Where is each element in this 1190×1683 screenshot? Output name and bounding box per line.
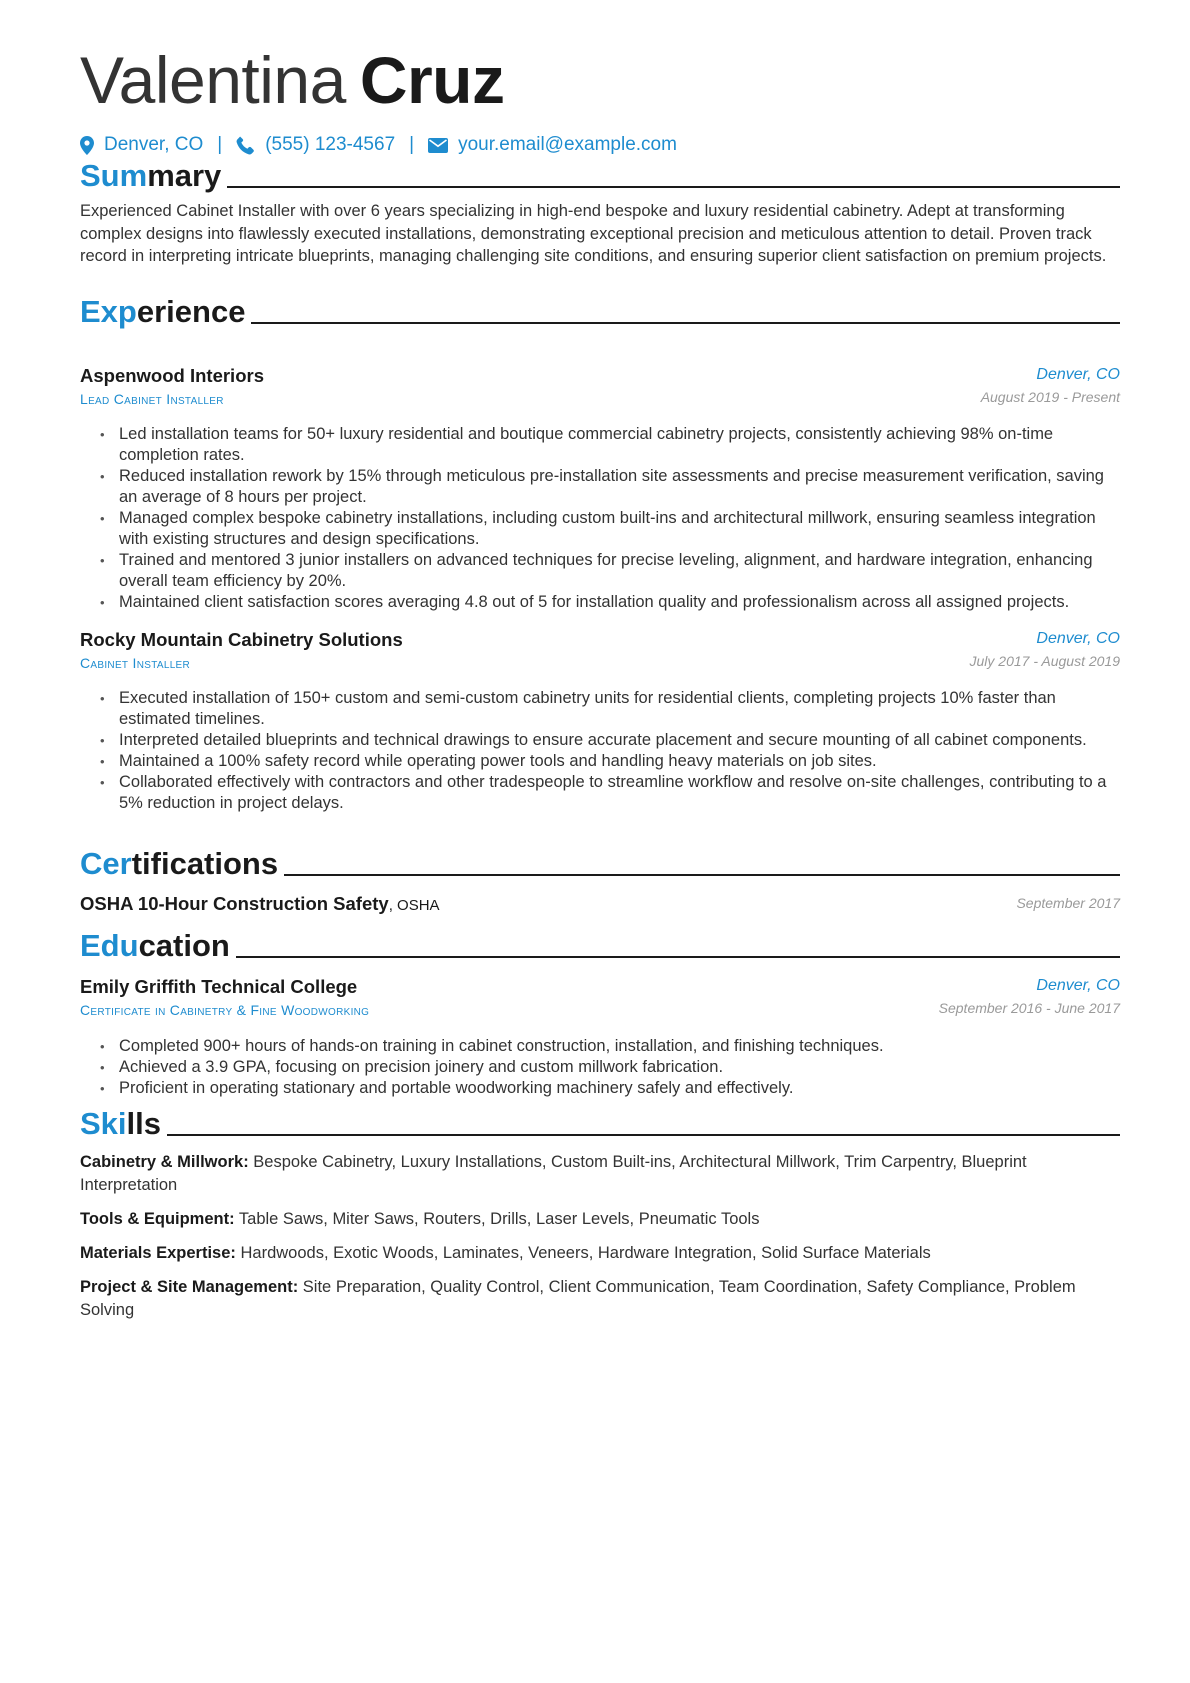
job-location: Denver, CO	[1036, 630, 1120, 647]
contact-line	[80, 134, 677, 156]
email-link[interactable]: your.email@example.com	[458, 134, 677, 155]
list-item: • Achieved a 3.9 GPA, focusing on precision joinery and custom millwork fabrication.	[100, 1057, 1120, 1078]
education-heading: Education	[80, 924, 1120, 964]
job-bullets	[100, 688, 1120, 814]
phone-icon	[236, 136, 255, 155]
education-bullets	[100, 1036, 1120, 1099]
school-location: Denver, CO	[1036, 977, 1120, 994]
email-item[interactable]	[428, 134, 677, 156]
experience-heading: Experience	[80, 290, 1120, 330]
degree-title: Certificate in Cabinetry & Fine Woodworking	[80, 1002, 370, 1018]
certification-name: OSHA 10-Hour Construction Safety	[80, 893, 389, 914]
list-item: • Managed complex bespoke cabinetry installations, including custom built-ins and architectural millwork, ensuring seamless integration with existing structures and design specifications.	[100, 508, 1120, 550]
skill-values: Table Saws, Miter Saws, Routers, Drills, Laser Levels, Pneumatic Tools	[234, 1210, 760, 1228]
skills-heading: Skills	[80, 1102, 1120, 1142]
list-item: • Reduced installation rework by 15% through meticulous pre-installation site assessments and precise measurement verification, saving an average of 8 hours per project.	[100, 466, 1120, 508]
section-rule	[284, 874, 1120, 876]
skill-row	[80, 1151, 1120, 1196]
job-location: Denver, CO	[1036, 366, 1120, 383]
certification-date: September 2017	[1016, 895, 1120, 911]
school-name: Emily Griffith Technical College	[80, 976, 358, 997]
job-title: Lead Cabinet Installer	[80, 391, 224, 407]
job-dates: July 2017 - August 2019	[969, 653, 1120, 669]
section-rule	[227, 186, 1120, 188]
skill-label: Tools & Equipment:	[80, 1210, 235, 1228]
first-name: Valentina	[80, 43, 346, 117]
phone-item[interactable]	[236, 134, 395, 156]
phone-text[interactable]: (555) 123-4567	[265, 134, 396, 155]
skill-values: Hardwoods, Exotic Woods, Laminates, Veneers, Hardware Integration, Solid Surface Materials	[235, 1244, 931, 1262]
location-item	[80, 134, 203, 156]
skill-row	[80, 1276, 1120, 1321]
section-rule	[251, 322, 1120, 324]
job-entry-header	[80, 365, 1120, 407]
skill-values: Bespoke Cabinetry, Luxury Installations, Custom Built-ins, Architectural Millwork, Trim Carpentry, Blueprint Interpretation	[80, 1153, 1027, 1194]
education-entry-header	[80, 976, 1120, 1018]
certifications-heading: Certifications	[80, 842, 1120, 882]
skill-label: Project & Site Management:	[80, 1278, 299, 1296]
company-name: Rocky Mountain Cabinetry Solutions	[80, 629, 403, 650]
summary-heading: Summary	[80, 154, 1120, 194]
contact-separator: |	[217, 134, 223, 155]
skill-row	[80, 1242, 1120, 1265]
list-item: • Maintained a 100% safety record while operating power tools and handling heavy materials on job sites.	[100, 751, 1120, 772]
certification-item	[80, 893, 1120, 915]
skill-label: Cabinetry & Millwork:	[80, 1153, 249, 1171]
list-item: • Led installation teams for 50+ luxury residential and boutique commercial cabinetry projects, consistently achieving 98% on-time completion rates.	[100, 424, 1120, 466]
company-name: Aspenwood Interiors	[80, 365, 264, 386]
list-item: • Interpreted detailed blueprints and technical drawings to ensure accurate placement and secure mounting of all cabinet components.	[100, 730, 1120, 751]
certification-issuer: , OSHA	[388, 897, 440, 914]
section-rule	[236, 956, 1120, 958]
job-bullets	[100, 424, 1120, 613]
education-dates: September 2016 - June 2017	[938, 1000, 1120, 1016]
list-item: • Executed installation of 150+ custom and semi-custom cabinetry units for residential clients, completing projects 10% faster than estimated timelines.	[100, 688, 1120, 730]
job-title: Cabinet Installer	[80, 655, 191, 671]
list-item: • Completed 900+ hours of hands-on training in cabinet construction, installation, and finishing techniques.	[100, 1036, 1120, 1057]
list-item: • Maintained client satisfaction scores averaging 4.8 out of 5 for installation quality and professionalism across all assigned projects.	[100, 592, 1120, 613]
list-item: • Proficient in operating stationary and portable woodworking machinery safely and effectively.	[100, 1078, 1120, 1099]
candidate-name	[80, 40, 505, 120]
job-dates: August 2019 - Present	[980, 389, 1120, 405]
envelope-icon	[428, 138, 448, 153]
skill-values: Site Preparation, Quality Control, Client Communication, Team Coordination, Safety Compliance, Problem Solving	[80, 1278, 1076, 1319]
contact-separator: |	[409, 134, 415, 155]
summary-text: Experienced Cabinet Installer with over 6 years specializing in high-end bespoke and luxury residential cabinetry. Adept at transforming complex designs into flawlessly executed installations, demonstrating exceptional precision and meticulous attention to detail. Proven track record in interpreting intricate blueprints, managing challenging site conditions, and ensuring superior client satisfaction on premium projects.	[80, 202, 1107, 265]
list-item: • Collaborated effectively with contractors and other tradespeople to streamline workflow and resolve on-site challenges, contributing to a 5% reduction in project delays.	[100, 772, 1120, 814]
map-pin-icon	[80, 136, 94, 155]
skill-label: Materials Expertise:	[80, 1244, 236, 1262]
section-rule	[167, 1134, 1120, 1136]
location-text: Denver, CO	[104, 134, 204, 155]
skill-row	[80, 1208, 1120, 1231]
last-name: Cruz	[359, 43, 505, 117]
job-entry-header	[80, 629, 1120, 671]
list-item: • Trained and mentored 3 junior installers on advanced techniques for precise leveling, alignment, and hardware integration, enhancing overall team efficiency by 20%.	[100, 550, 1120, 592]
